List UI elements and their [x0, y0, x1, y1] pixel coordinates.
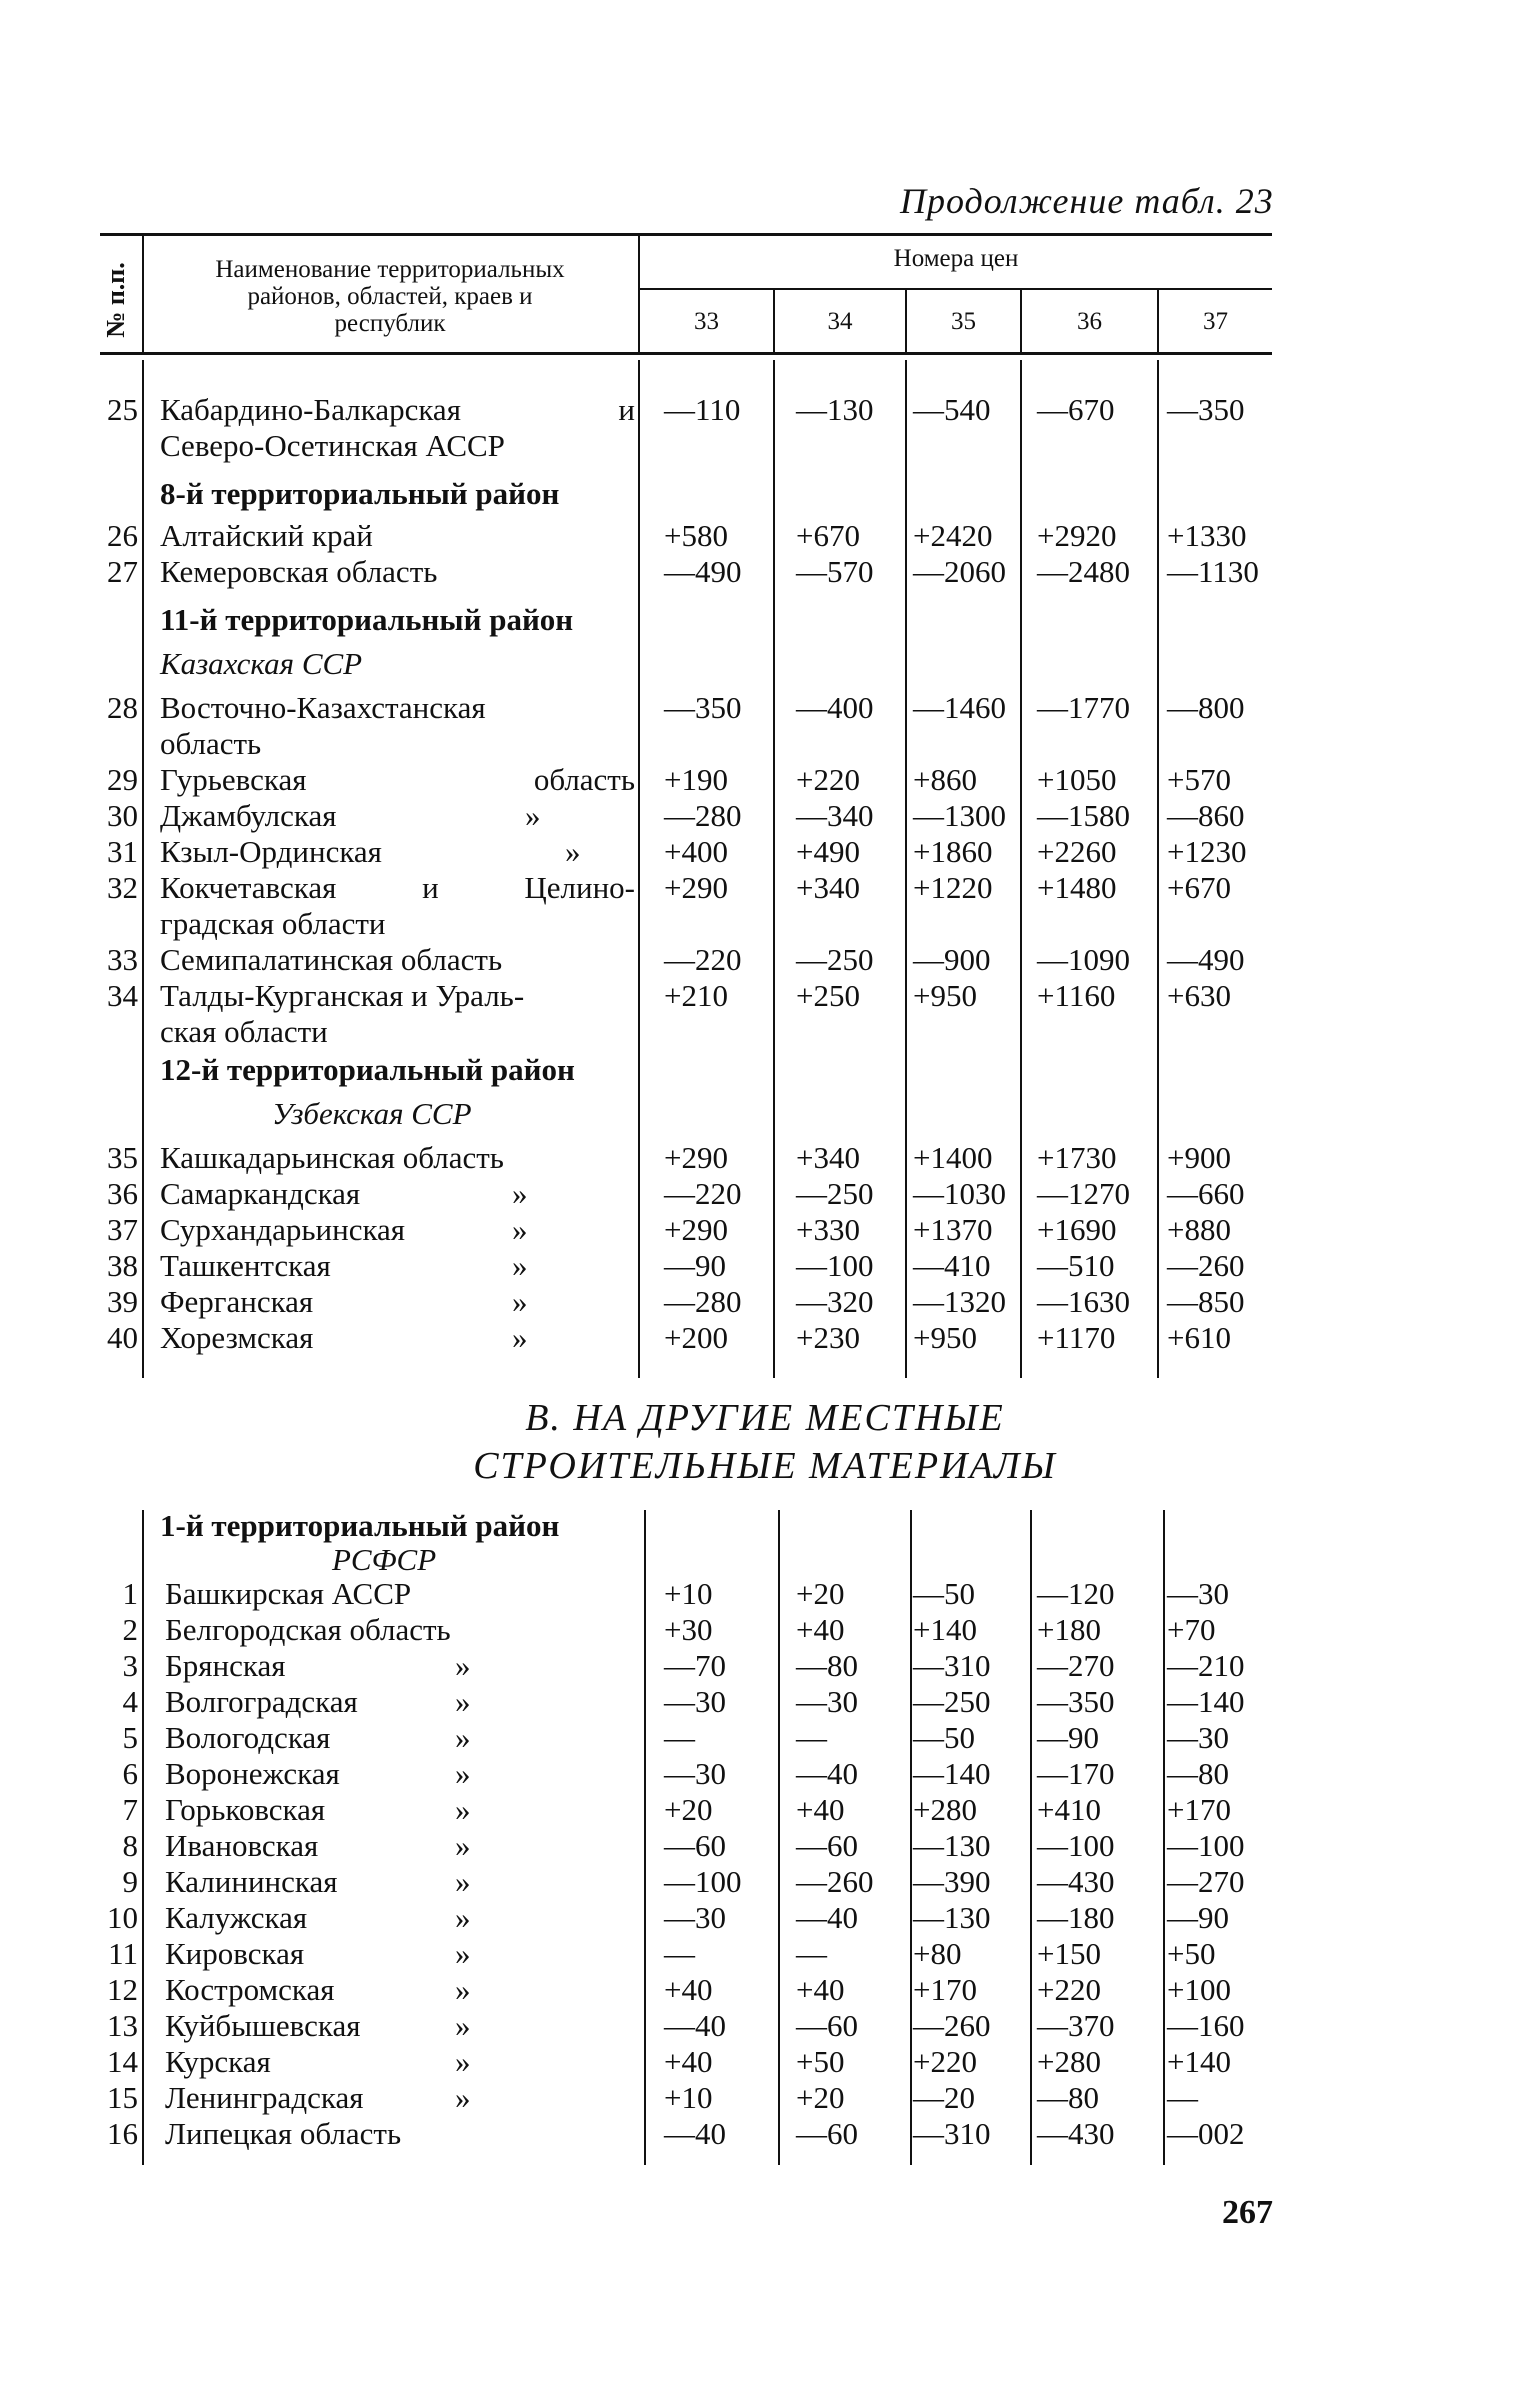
price-value: +170 — [913, 1972, 977, 2007]
price-value: +40 — [796, 1792, 845, 1827]
price-value: +140 — [913, 1612, 977, 1647]
table-row: 36 Самаркандская » —220 —250 —1030 —1270 —660 — [107, 1176, 1245, 1211]
table-row: 34 Талды-Курганская и Ураль- +210 +250 +950 +1160 +630 — [107, 978, 1231, 1013]
price-value: —270 — [1167, 1864, 1245, 1899]
table-row: 27 Кемеровская область —490 —570 —2060 —2480 —1130 — [107, 554, 1259, 589]
row-name: Сурхандарьинская » — [160, 1212, 528, 1247]
price-value: —30 — [664, 1900, 726, 1935]
row-name: Курская » — [165, 2044, 471, 2079]
price-value: —390 — [913, 1864, 991, 1899]
price-value: — — [664, 1936, 695, 1971]
price-value: —100 — [1037, 1828, 1115, 1863]
row-name: Башкирская АССР — [165, 1576, 412, 1611]
row-name: Брянская » — [165, 1648, 471, 1683]
table-row — [0, 726, 1530, 762]
page-number: 267 — [1222, 2194, 1273, 2231]
row-number: 4 — [122, 1684, 138, 1719]
table-row: 32 Кокчетавская и Целино- +290 +340 +1220 +1480 +670 — [107, 870, 1231, 905]
price-value: —210 — [1167, 1648, 1245, 1683]
row-number: 14 — [107, 2044, 138, 2079]
price-value: — — [796, 1936, 827, 1971]
price-number-33: 33 — [694, 308, 719, 335]
row-name: Калининская » — [165, 1864, 471, 1899]
table-row — [0, 1972, 1530, 2008]
table-row — [0, 906, 1530, 942]
price-value: +40 — [796, 1972, 845, 2007]
row-name: Джамбулская » — [160, 798, 541, 833]
price-value: —80 — [1167, 1756, 1229, 1791]
row-name: Кокчетавская и Целино- — [160, 870, 635, 905]
table-row: 40 Хорезмская » +200 +230 +950 +1170 +610 — [107, 1320, 1231, 1355]
row-name: Кемеровская область — [160, 554, 438, 589]
price-value: —40 — [664, 2008, 726, 2043]
table-row — [0, 2008, 1530, 2044]
price-number-36: 36 — [1077, 308, 1102, 335]
row-number: 16 — [107, 2116, 138, 2151]
row-number: 13 — [107, 2008, 138, 2043]
price-value: —80 — [1037, 2080, 1099, 2115]
price-value: +180 — [1037, 1612, 1101, 1647]
table-row — [0, 1864, 1530, 1900]
row-name: Гурьевская область — [160, 762, 635, 797]
table-row — [0, 428, 1530, 464]
republic-heading: Узбекская ССР — [272, 1096, 472, 1131]
price-value: —260 — [913, 2008, 991, 2043]
table-row: 26 Алтайский край +580 +670 +2420 +2920 +1330 — [107, 518, 1247, 553]
price-value: —100 — [664, 1864, 742, 1899]
price-value: —350 — [1037, 1684, 1115, 1719]
table-row — [0, 1014, 1530, 1050]
price-value: —100 — [1167, 1828, 1245, 1863]
price-value: +220 — [1037, 1972, 1101, 2007]
price-value: +150 — [1037, 1936, 1101, 1971]
price-value: —270 — [1037, 1648, 1115, 1683]
price-value: +20 — [796, 1576, 845, 1611]
row-name: Северо-Осетинская АССР — [160, 428, 505, 463]
price-value: +40 — [796, 1612, 845, 1647]
row-name: Ленинградская » — [165, 2080, 471, 2115]
price-value: —30 — [664, 1756, 726, 1791]
row-name: Волгоградская » — [165, 1684, 471, 1719]
row-name: Самаркандская » — [160, 1176, 528, 1211]
price-value: +220 — [913, 2044, 977, 2079]
price-value: +10 — [664, 1576, 713, 1611]
price-value: +70 — [1167, 1612, 1216, 1647]
price-value: —50 — [913, 1720, 975, 1755]
price-value: —90 — [1167, 1900, 1229, 1935]
district-heading: 1-й территориальный район — [160, 1508, 560, 1543]
row-name: Хорезмская » — [160, 1320, 528, 1355]
row-name: Калужская » — [165, 1900, 471, 1935]
column-header-name: Наименование территориальных районов, областей, краев и республик — [215, 256, 565, 337]
price-number-37: 37 — [1203, 308, 1228, 335]
price-value: — — [664, 1720, 695, 1755]
row-name: ская области — [160, 1014, 328, 1049]
price-value: —50 — [913, 1576, 975, 1611]
price-value: —310 — [913, 1648, 991, 1683]
price-value: —430 — [1037, 1864, 1115, 1899]
row-name: Белгородская область — [165, 1612, 451, 1647]
row-name: Семипалатинская область — [160, 942, 503, 977]
price-value: —20 — [913, 2080, 975, 2115]
row-number: 1 — [122, 1576, 138, 1611]
table-row: 35 Кашкадарьинская область +290 +340 +1400 +1730 +900 — [107, 1140, 1231, 1175]
row-number: 12 — [107, 1972, 138, 2007]
column-header-prices: Номера цен — [893, 245, 1019, 272]
row-name: градская области — [160, 906, 386, 941]
table-row — [0, 2116, 1530, 2152]
price-number-34: 34 — [827, 308, 853, 335]
row-name: Куйбышевская » — [165, 2008, 471, 2043]
price-value: —30 — [1167, 1576, 1229, 1611]
price-value: +10 — [664, 2080, 713, 2115]
row-number: 9 — [122, 1864, 138, 1899]
price-value: —120 — [1037, 1576, 1115, 1611]
price-value: —70 — [664, 1648, 726, 1683]
republic-heading: РСФСР — [332, 1542, 437, 1577]
row-name: область — [160, 726, 262, 761]
price-value: —60 — [796, 2008, 858, 2043]
price-value: +280 — [913, 1792, 977, 1827]
table-row: 30 Джамбулская » —280 —340 —1300 —1580 —860 — [107, 798, 1245, 833]
row-number: 6 — [122, 1756, 138, 1791]
price-value: —140 — [913, 1756, 991, 1791]
row-name: Кзыл-Ординская » — [160, 834, 581, 869]
price-value: — — [1167, 2080, 1198, 2115]
table-row — [0, 1756, 1530, 1792]
price-value: —310 — [913, 2116, 991, 2151]
row-number: 5 — [122, 1720, 138, 1755]
price-value: —180 — [1037, 1900, 1115, 1935]
row-number: 8 — [122, 1828, 138, 1863]
price-value: —60 — [796, 2116, 858, 2151]
row-name: Алтайский край — [160, 518, 373, 553]
row-name: Талды-Курганская и Ураль- — [160, 978, 525, 1013]
table-row: 28 Восточно-Казахстанская —350 —400 —1460 —1770 —800 — [107, 690, 1245, 725]
table-row — [0, 2044, 1530, 2080]
price-value: +50 — [796, 2044, 845, 2079]
price-value: — — [796, 1720, 827, 1755]
price-value: +410 — [1037, 1792, 1101, 1827]
price-value: —130 — [913, 1900, 991, 1935]
price-value: —140 — [1167, 1684, 1245, 1719]
row-number: 3 — [122, 1648, 138, 1683]
table-row: 25 Кабардино-Балкарская и —110 —130 —540 —670 —350 — [107, 392, 1245, 427]
table-row — [0, 1936, 1530, 1972]
row-name: Горьковская » — [165, 1792, 471, 1827]
table-row: 39 Ферганская » —280 —320 —1320 —1630 —850 — [107, 1284, 1245, 1319]
row-name: Кабардино-Балкарская и — [160, 392, 635, 427]
row-number: 2 — [122, 1612, 138, 1647]
price-value: +20 — [664, 1792, 713, 1827]
district-heading: 8-й территориальный район — [160, 476, 560, 511]
price-value: +170 — [1167, 1792, 1231, 1827]
price-value: +140 — [1167, 2044, 1231, 2079]
table-row — [0, 1900, 1530, 1936]
table-caption: Продолжение табл. 23 — [900, 181, 1274, 221]
district-heading: 11-й территориальный район — [160, 602, 574, 637]
price-value: +50 — [1167, 1936, 1216, 1971]
row-name: Восточно-Казахстанская — [160, 690, 486, 725]
price-number-35: 35 — [951, 308, 976, 335]
row-name: Липецкая область — [165, 2116, 402, 2151]
row-number: 15 — [107, 2080, 138, 2115]
price-value: —80 — [796, 1648, 858, 1683]
price-value: +80 — [913, 1936, 962, 1971]
row-name: Ташкентская » — [160, 1248, 528, 1283]
table-row — [0, 1612, 1530, 1648]
row-number: 11 — [108, 1936, 138, 1971]
table-row — [0, 1684, 1530, 1720]
row-number: 7 — [122, 1792, 138, 1827]
price-value: —160 — [1167, 2008, 1245, 2043]
price-value: —370 — [1037, 2008, 1115, 2043]
price-value: —30 — [664, 1684, 726, 1719]
table-row — [0, 1828, 1530, 1864]
price-value: +30 — [664, 1612, 713, 1647]
price-value: —60 — [796, 1828, 858, 1863]
row-name: Ферганская » — [160, 1284, 528, 1319]
price-value: —430 — [1037, 2116, 1115, 2151]
table-row — [0, 2080, 1530, 2116]
district-heading: 12-й территориальный район — [160, 1052, 575, 1087]
table-row: 33 Семипалатинская область —220 —250 —900 —1090 —490 — [107, 942, 1245, 977]
row-name: Кашкадарьинская область — [160, 1140, 504, 1175]
price-value: —170 — [1037, 1756, 1115, 1791]
price-value: —90 — [1037, 1720, 1099, 1755]
republic-heading: Казахская ССР — [160, 646, 363, 681]
row-name: Кировская » — [165, 1936, 471, 1971]
price-value: +40 — [664, 2044, 713, 2079]
row-name: Вологодская » — [165, 1720, 471, 1755]
price-value: +40 — [664, 1972, 713, 2007]
price-value: —40 — [796, 1756, 858, 1791]
table-row — [0, 1792, 1530, 1828]
column-header-number: № п.п. — [101, 262, 130, 338]
price-value: +20 — [796, 2080, 845, 2115]
price-value: —60 — [664, 1828, 726, 1863]
price-value: —40 — [664, 2116, 726, 2151]
price-value: —40 — [796, 1900, 858, 1935]
price-value: +100 — [1167, 1972, 1231, 2007]
row-name: Ивановская » — [165, 1828, 471, 1863]
table-row: 37 Сурхандарьинская » +290 +330 +1370 +1690 +880 — [107, 1212, 1231, 1247]
price-value: —30 — [796, 1684, 858, 1719]
header-bottom-rule — [100, 352, 1272, 355]
row-name: Костромская » — [165, 1972, 471, 2007]
price-value: —130 — [913, 1828, 991, 1863]
header-divider — [142, 236, 144, 352]
section-title: В. НА ДРУГИЕ МЕСТНЫЕ СТРОИТЕЛЬНЫЕ МАТЕРИАЛЫ — [473, 1397, 1057, 1487]
table-row — [0, 1720, 1530, 1756]
price-value: —250 — [913, 1684, 991, 1719]
table-row: 31 Кзыл-Ординская » +400 +490 +1860 +2260 +1230 — [107, 834, 1247, 869]
price-value: —260 — [796, 1864, 874, 1899]
table-row — [0, 1648, 1530, 1684]
prices-subheader-rule — [640, 288, 1272, 290]
price-value: —002 — [1167, 2116, 1245, 2151]
table-row: 38 Ташкентская » —90 —100 —410 —510 —260 — [107, 1248, 1245, 1283]
row-name: Воронежская » — [165, 1756, 471, 1791]
price-value: —30 — [1167, 1720, 1229, 1755]
header-top-rule — [100, 233, 1272, 236]
table-row: 29 Гурьевская область +190 +220 +860 +1050 +570 — [107, 762, 1231, 797]
table-row — [0, 1576, 1530, 1612]
row-number: 10 — [107, 1900, 138, 1935]
price-value: +280 — [1037, 2044, 1101, 2079]
